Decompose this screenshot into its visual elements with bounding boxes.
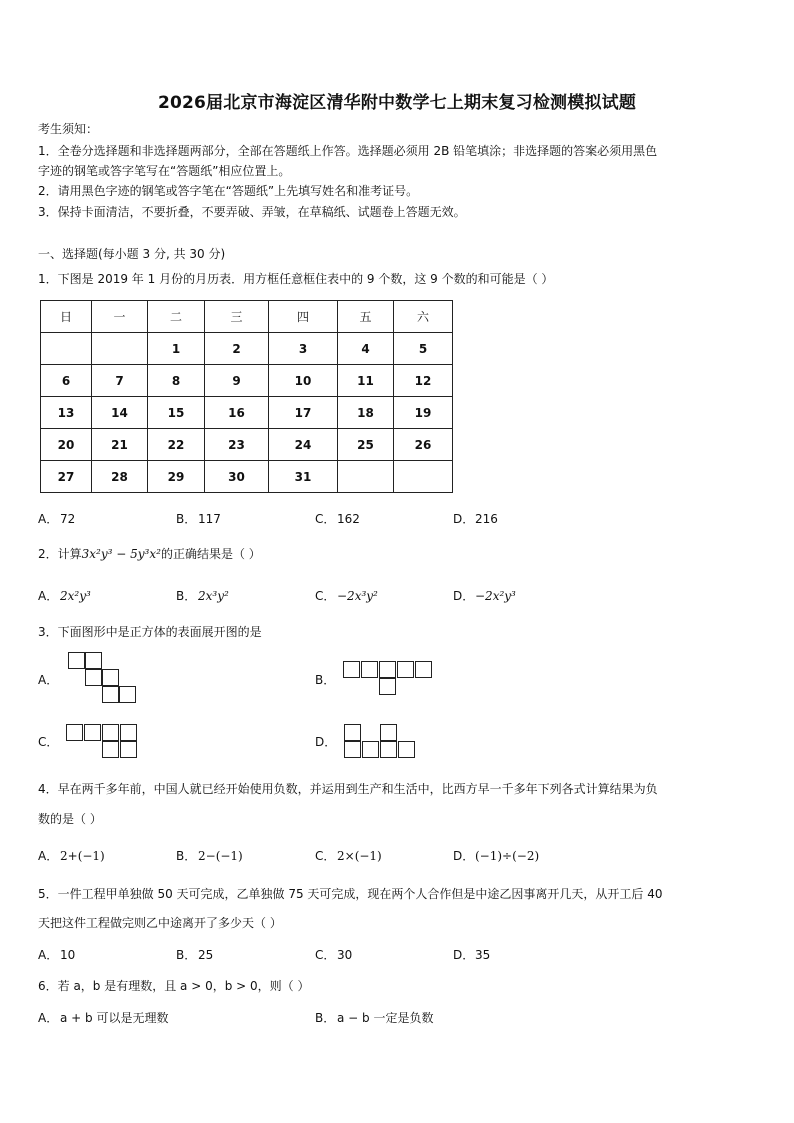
option-label: A． [38,849,59,863]
q4-option-b[interactable] [176,847,243,864]
section-heading: 一、选择题(每小题 3 分, 共 30 分) [38,247,226,261]
q2-option-c[interactable] [315,587,378,604]
calendar-cell: 15 [148,397,205,429]
calendar-header-row [41,301,453,333]
calendar-cell: 11 [338,365,394,397]
q1-option-a[interactable] [38,510,75,527]
option-text: a + b 可以是无理数 [60,1011,169,1025]
q2-option-a[interactable] [38,587,91,604]
option-label: D． [315,735,337,749]
option-label: A． [38,1011,59,1025]
table-row [41,461,453,493]
calendar-cell: 31 [269,461,338,493]
calendar-cell: 1 [148,333,205,365]
q1-option-b[interactable] [176,510,221,527]
option-text: 30 [337,948,353,962]
calendar-cell: 20 [41,429,92,461]
calendar-header-cell: 四 [269,301,338,333]
option-label: D． [453,589,475,603]
table-row [41,333,453,365]
q5-option-c[interactable] [315,946,352,963]
option-label: B． [315,1011,336,1025]
q3-option-a[interactable] [38,671,60,688]
question-2-stem [38,543,758,565]
q1-option-d[interactable] [453,510,498,527]
notice-heading: 考生须知： [38,122,99,136]
question-4-stem-line1: 4．早在两千多年前，中国人就已经开始使用负数，并运用到生产和生活中，比西方早一千多年下列各式计算结果为负 [38,782,658,796]
calendar-cell: 24 [269,429,338,461]
calendar-cell: 17 [269,397,338,429]
option-text: 10 [60,948,76,962]
q3-option-d[interactable] [315,733,337,750]
q2-option-b[interactable] [176,587,229,604]
q5-option-b[interactable] [176,946,213,963]
calendar-cell: 9 [205,365,269,397]
calendar-header-cell: 三 [205,301,269,333]
calendar-table [40,300,453,493]
calendar-header-cell: 日 [41,301,92,333]
option-label: B． [315,673,336,687]
option-text: 162 [337,512,360,526]
option-text: 2×(−1) [337,849,382,863]
notice-item: 1．全卷分选择题和非选择题两部分，全部在答题纸上作答。选择题必须用 2B 铅笔填涂；非选择题的答案必须用黑色 [38,144,658,158]
option-text: −2x³y² [337,589,378,603]
calendar-cell: 4 [338,333,394,365]
calendar-cell: 3 [269,333,338,365]
calendar-header-cell: 一 [92,301,148,333]
calendar-cell [92,333,148,365]
option-label: B． [176,849,197,863]
option-text: 72 [60,512,76,526]
stem-suffix: 的正确结果是（ ） [160,547,261,561]
calendar-cell: 30 [205,461,269,493]
calendar-cell: 7 [92,365,148,397]
option-label: B． [176,589,197,603]
option-text: 2x³y² [198,589,229,603]
notice-item: 3．保持卡面清洁，不要折叠，不要弄破、弄皱，在草稿纸、试题卷上答题无效。 [38,205,466,219]
calendar-cell: 19 [394,397,453,429]
option-label: A． [38,589,59,603]
q5-option-d[interactable] [453,946,490,963]
calendar-cell: 25 [338,429,394,461]
notice-item: 2．请用黑色字迹的钢笔或答字笔在“答题纸”上先填写姓名和准考证号。 [38,184,419,198]
option-label: C． [315,849,336,863]
calendar-cell: 13 [41,397,92,429]
q5-option-a[interactable] [38,946,75,963]
q3-option-b[interactable] [315,671,337,688]
calendar-cell: 6 [41,365,92,397]
calendar-cell: 21 [92,429,148,461]
q4-option-c[interactable] [315,847,382,864]
option-label: C． [315,589,336,603]
calendar-cell: 14 [92,397,148,429]
option-label: C． [315,948,336,962]
calendar-cell: 5 [394,333,453,365]
calendar-cell: 16 [205,397,269,429]
option-text: (−1)÷(−2) [475,849,540,863]
calendar-header-cell: 二 [148,301,205,333]
option-label: C． [315,512,336,526]
q2-option-d[interactable] [453,587,516,604]
option-label: B． [176,948,197,962]
q3-option-c[interactable] [38,733,60,750]
table-row [41,397,453,429]
q6-option-a[interactable] [38,1009,168,1026]
question-5-stem-line1: 5．一件工程甲单独做 50 天可完成，乙单独做 75 天可完成，现在两个人合作但是中途乙因事离开几天，从开工后 40 [38,887,663,901]
option-label: A． [38,948,59,962]
option-label: D． [453,948,475,962]
calendar-cell: 12 [394,365,453,397]
calendar-header-cell: 六 [394,301,453,333]
calendar-cell: 23 [205,429,269,461]
option-text: 25 [198,948,214,962]
calendar-cell: 29 [148,461,205,493]
calendar-header-cell: 五 [338,301,394,333]
calendar-cell: 8 [148,365,205,397]
option-label: B． [176,512,197,526]
q1-option-c[interactable] [315,510,360,527]
question-6-stem: 6．若 a，b 是有理数，且 a > 0，b > 0，则（ ） [38,979,310,993]
calendar-cell: 18 [338,397,394,429]
calendar-cell [394,461,453,493]
calendar-cell: 28 [92,461,148,493]
option-text: −2x²y³ [475,589,516,603]
option-label: A． [38,512,59,526]
page-title: 2026届北京市海淀区清华附中数学七上期末复习检测模拟试题 [157,93,637,113]
option-text: 117 [198,512,221,526]
question-3-stem: 3．下面图形中是正方体的表面展开图的是 [38,625,262,639]
option-text: 2−(−1) [198,849,243,863]
option-label: A． [38,673,59,687]
option-label: D． [453,849,475,863]
option-text: 2x²y³ [60,589,91,603]
option-text: 35 [475,948,491,962]
calendar-cell [338,461,394,493]
q4-option-d[interactable] [453,847,539,864]
option-text: 2+(−1) [60,849,105,863]
calendar-cell: 26 [394,429,453,461]
option-label: C． [38,735,59,749]
option-text: a − b 一定是负数 [337,1011,434,1025]
table-row [41,429,453,461]
calendar-cell: 27 [41,461,92,493]
option-label: D． [453,512,475,526]
q6-option-b[interactable] [315,1009,433,1026]
notice-item: 字迹的钢笔或答字笔写在“答题纸”相应位置上。 [38,164,291,178]
table-row [41,365,453,397]
stem-prefix: 2．计算 [38,547,82,561]
question-4-stem-line2: 数的是（ ） [38,812,102,826]
calendar-cell [41,333,92,365]
q4-option-a[interactable] [38,847,105,864]
calendar-cell: 2 [205,333,269,365]
math-expression: 3x²y³ − 5y³x² [81,547,161,561]
calendar-cell: 22 [148,429,205,461]
question-5-stem-line2: 天把这件工程做完则乙中途离开了多少天（ ） [38,916,282,930]
calendar-cell: 10 [269,365,338,397]
option-text: 216 [475,512,498,526]
question-1-stem: 1．下图是 2019 年 1 月份的月历表．用方框任意框住表中的 9 个数，这 9 个数的和可能是（ ） [38,272,554,286]
